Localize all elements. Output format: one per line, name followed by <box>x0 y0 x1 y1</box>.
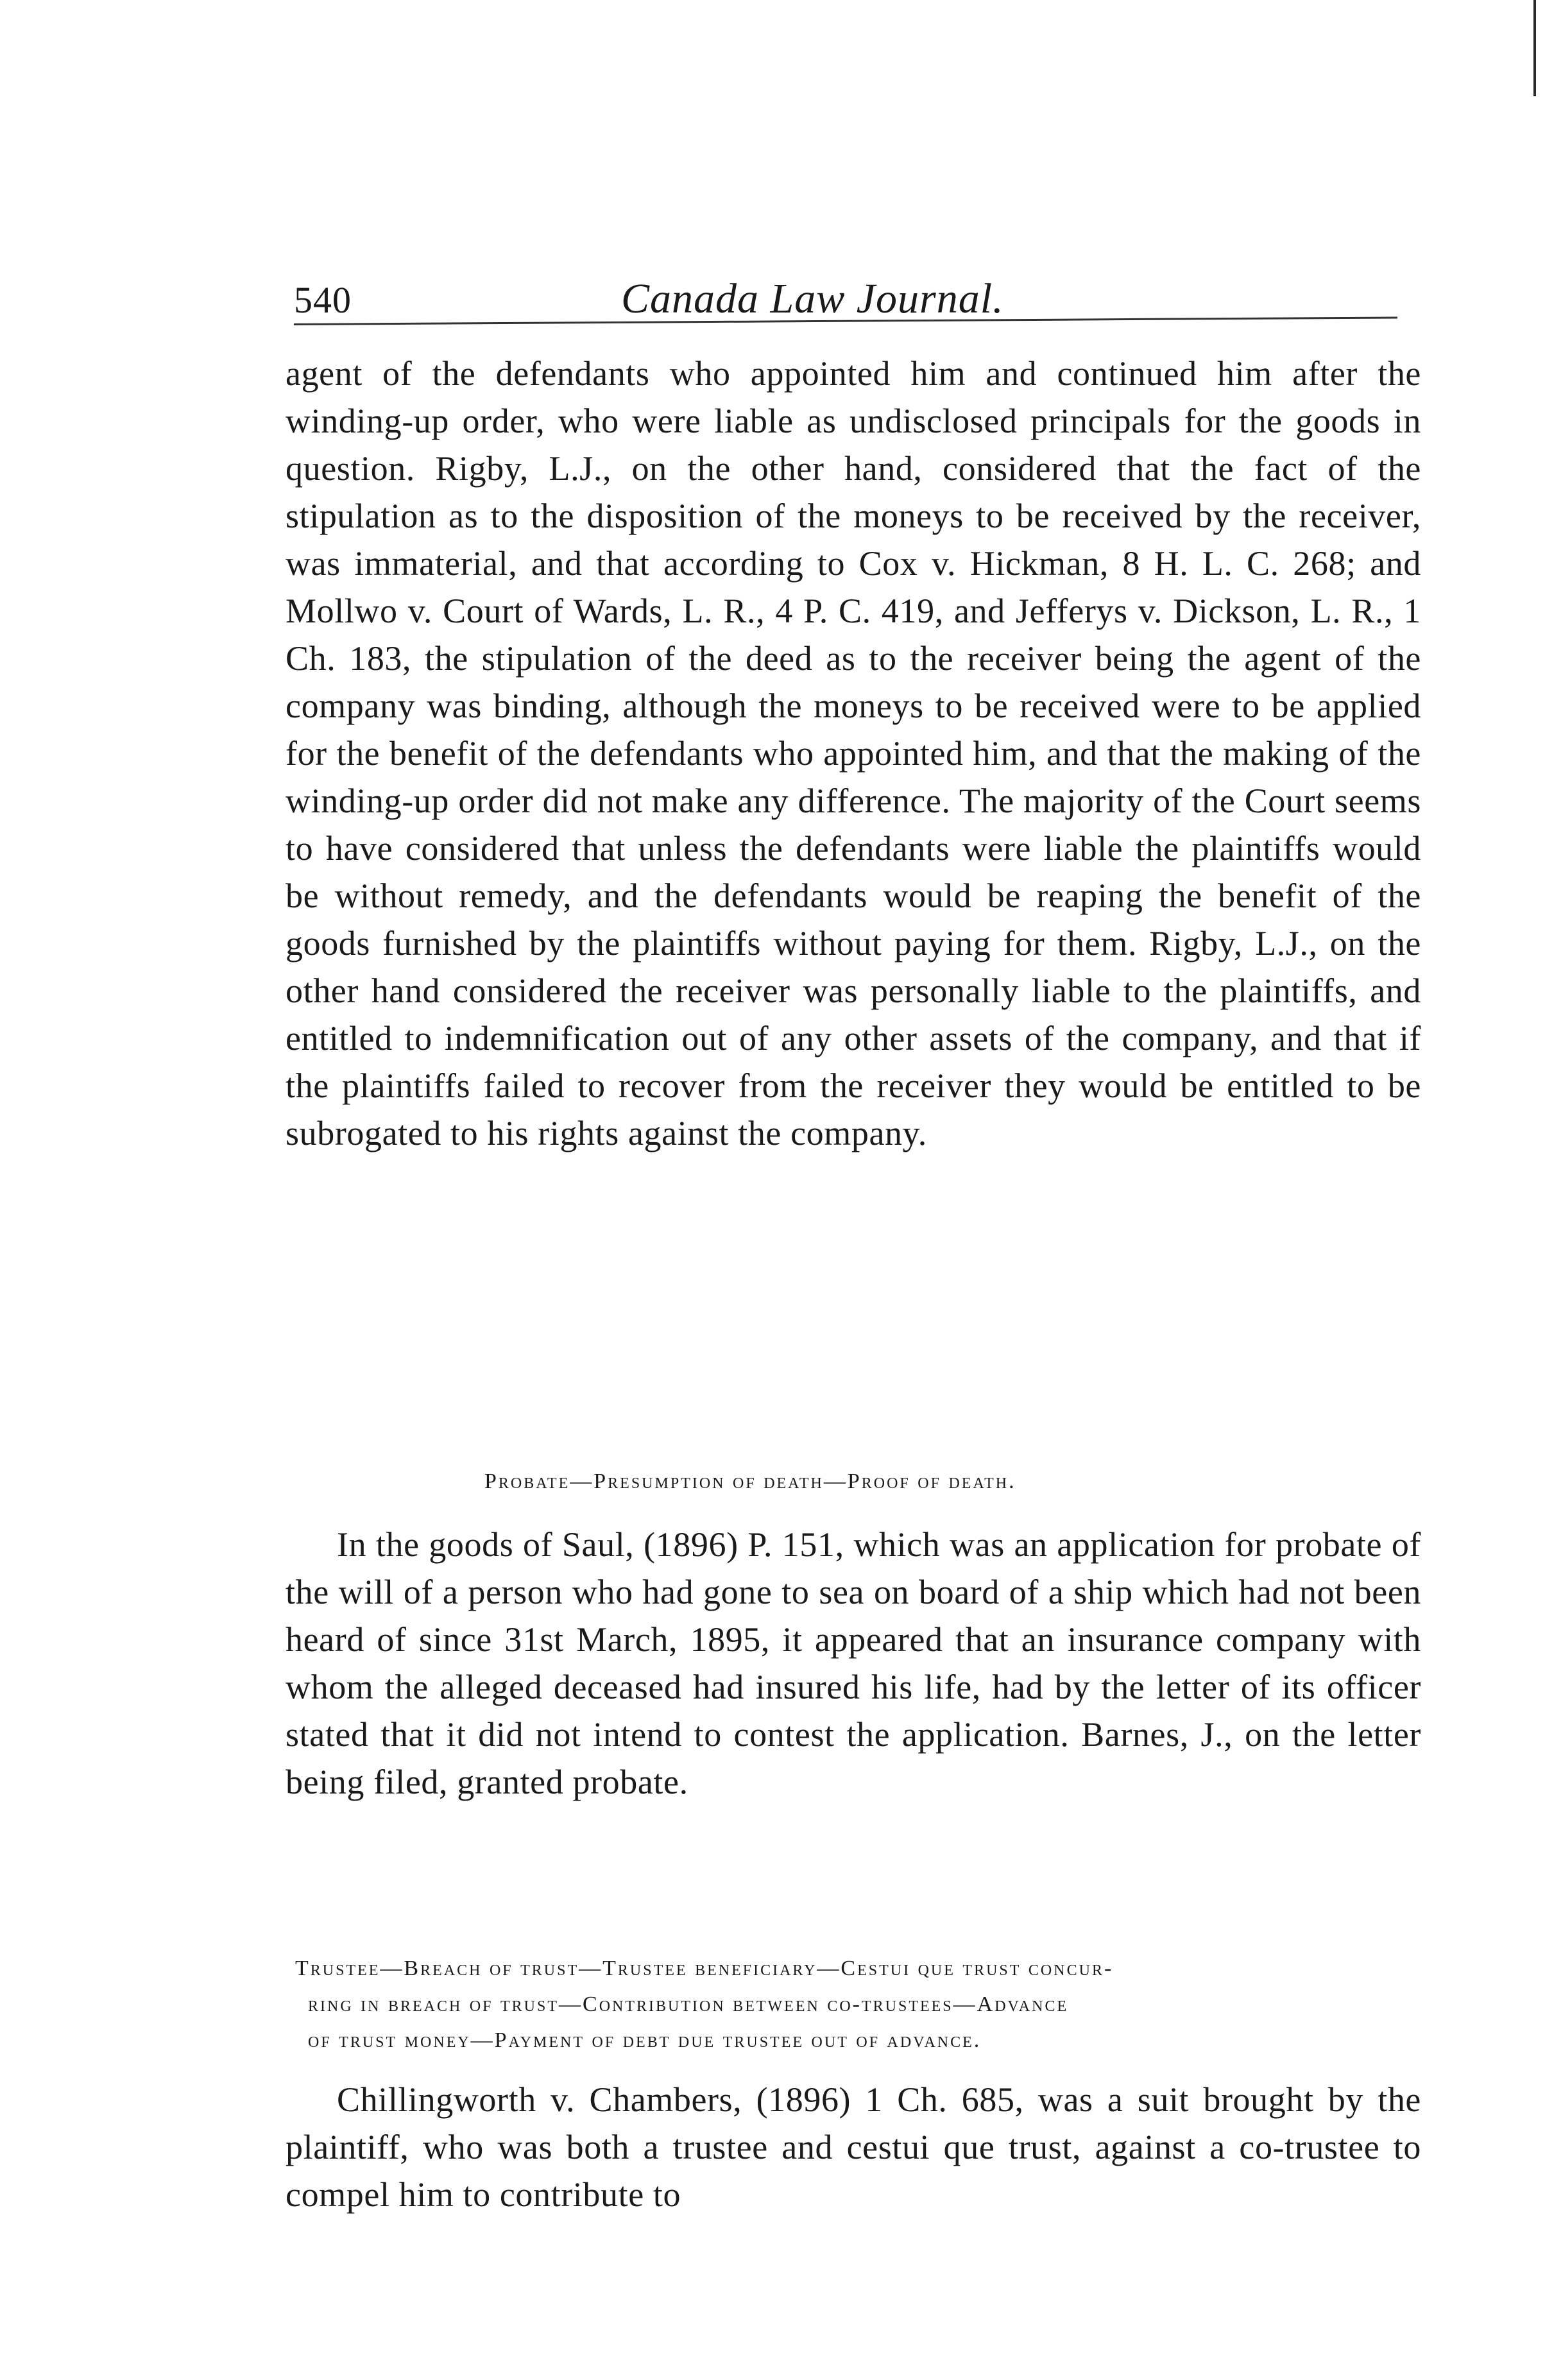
section-heading-trustee-line-1: Trustee—Breach of trust—Trustee beneficiary—Cestui que trust concur- <box>295 1956 1114 1980</box>
section-heading-trustee-line-3: of trust money—Payment of debt due trustee out of advance. <box>308 2028 982 2052</box>
running-head <box>294 275 1397 327</box>
section-heading-trustee <box>295 1951 1424 2059</box>
journal-title: Canada Law Journal. <box>621 275 1004 322</box>
paragraph-3: Chillingworth v. Chambers, (1896) 1 Ch. 685, was a suit brought by the plaintiff, who was both a trustee and cestui que trust, against a co-trustee to compel him to contribute to <box>286 2080 1421 2214</box>
page-edge-line <box>1533 0 1536 96</box>
paragraph-1: agent of the defendants who appointed him and continued him after the winding-up order, who were liable as undisclosed principals for the goods in question. Rigby, L.J., on the other hand, considered that the fact of the stipulation as to the disposition of the moneys to be received by the receiver, was immaterial, and that according to Cox v. Hickman, 8 H. L. C. 268; and Mollwo v. Court of Wards, L. R., 4 P. C. 419, and Jefferys v. Dickson, L. R., 1 Ch. 183, the stipulation of the deed as to the receiver being the agent of the company was binding, although the moneys to be received were to be applied for the benefit of the defendants who appointed him, and that the making of the winding-up order did not make any difference. The majority of the Court seems to have considered that unless the defendants were liable the plaintiffs would be without remedy, and the defendants would be reaping the benefit of the goods furnished by the plaintiffs without paying for them. Rigby, L.J., on the other hand considered the receiver was personally liable to the plaintiffs, and entitled to indemnification out of any other assets of the company, and that if the plaintiffs failed to recover from the receiver they would be entitled to be subrogated to his rights against the company. <box>286 354 1421 1152</box>
page-number: 540 <box>294 279 352 321</box>
paragraph-2: In the goods of Saul, (1896) P. 151, which was an application for probate of the will of a person who had gone to sea on board of a ship which had not been heard of since 31st March, 1895, it appeared that an insurance company with whom the alleged deceased had insured his life, had by the letter of its officer stated that it did not intend to contest the application. Barnes, J., on the letter being filed, granted probate. <box>286 1525 1421 1801</box>
section-heading-trustee-line-2: ring in breach of trust—Contribution between co-trustees—Advance <box>308 1992 1069 2016</box>
section-heading-probate: Probate—Presumption of death—Proof of death. <box>484 1469 1016 1493</box>
